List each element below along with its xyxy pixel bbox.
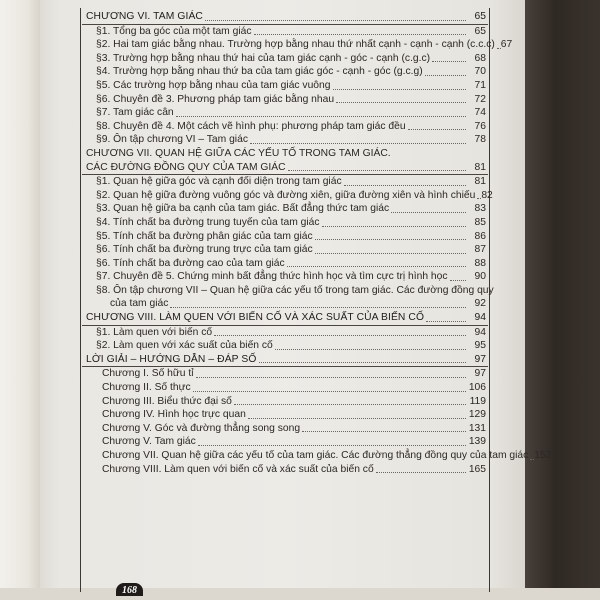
entry-title: CHƯƠNG VI. TAM GIÁC [86, 11, 203, 22]
toc-answer-entry [82, 449, 552, 463]
chapter-title-line2: CÁC ĐƯỜNG ĐỒNG QUY CỦA TAM GIÁC [86, 161, 286, 173]
page-ref: 97 [474, 368, 486, 380]
entry-title: §1. Tổng ba góc của một tam giác [96, 25, 252, 37]
entry-title: §5. Các trường hợp bằng nhau của tam giác vuông [96, 79, 331, 91]
dot-leader [288, 170, 466, 171]
page-ref: 165 [468, 463, 486, 475]
toc-section [82, 106, 488, 120]
page-ref: 65 [474, 25, 486, 37]
entry-title: CHƯƠNG VIII. LÀM QUEN VỚI BIẾN CỐ VÀ XÁC SUẤT CỦA BIẾN CỐ [86, 312, 425, 324]
section-title-line2: của tam giác [110, 298, 169, 310]
dot-leader [234, 404, 466, 405]
toc-answer-entry [82, 408, 488, 422]
entry-title: §4. Trường hợp bằng nhau thứ ba của tam giác góc - cạnh - góc (g.c.g) [96, 66, 423, 78]
toc-section [82, 133, 488, 147]
entry-title: Chương III. Biểu thức đại số [102, 395, 232, 407]
dot-leader [193, 391, 466, 392]
page-ref: 88 [474, 257, 486, 269]
page-edge-shadow [525, 0, 600, 600]
page-ref: 97 [474, 353, 486, 365]
toc-answer-entry [82, 395, 488, 409]
dot-leader [426, 321, 466, 322]
dot-leader [250, 143, 466, 144]
dot-leader [287, 266, 466, 267]
entry-title: §3. Quan hệ giữa ba cạnh của tam giác. Bất đẳng thức tam giác [96, 203, 390, 215]
toc-section [82, 216, 488, 230]
dot-leader [336, 102, 466, 103]
entry-title: §4. Tính chất ba đường trung tuyến của tam giác [96, 216, 320, 228]
toc-answer-entry [82, 463, 488, 477]
dot-leader [254, 34, 467, 35]
page-ref: 81 [474, 161, 486, 173]
dot-leader [376, 472, 466, 473]
page-ref: 92 [474, 298, 486, 310]
dot-leader [196, 377, 466, 378]
toc-section [82, 65, 488, 79]
entry-title: Chương II. Số thực [102, 382, 191, 394]
toc-section [82, 120, 488, 134]
toc-answer-entry [82, 367, 488, 381]
page-ref: 119 [469, 395, 486, 407]
dot-leader [205, 20, 466, 21]
page-ref: 86 [474, 230, 486, 242]
toc-chapter [82, 353, 488, 368]
page-ref: 81 [474, 176, 486, 188]
entry-title: Chương VII. Quan hệ giữa các yếu tố của tam giác. Các đường thẳng đồng quy của tam giác [102, 450, 529, 461]
table-of-contents [82, 10, 552, 476]
dot-leader [259, 362, 466, 363]
dot-leader [214, 335, 466, 336]
entry-title: §7. Chuyên đề 5. Chứng minh bất đẳng thức hình học và tìm cực trị hình học [96, 271, 448, 283]
page-ref: 74 [474, 107, 486, 119]
toc-section [82, 243, 488, 257]
entry-title: §9. Ôn tập chương VI – Tam giác [96, 134, 248, 146]
toc-section [82, 175, 488, 189]
toc-chapter [82, 311, 488, 326]
toc-section [82, 79, 488, 93]
entry-title: Chương VIII. Làm quen với biến cố và xác suất của biến cố [102, 463, 374, 475]
dot-leader [391, 212, 466, 213]
entry-title: §5. Tính chất ba đường phân giác của tam giác [96, 230, 313, 242]
entry-title: §1. Quan hệ giữa góc và cạnh đối diện trong tam giác [96, 176, 342, 188]
page-ref: 82 [481, 189, 493, 201]
dot-leader [170, 307, 466, 308]
page-ref: 139 [468, 436, 486, 448]
page-ref: 83 [474, 203, 486, 215]
entry-title: §6. Tính chất ba đường cao của tam giác [96, 257, 285, 269]
page-ref: 95 [474, 340, 486, 352]
dot-leader [275, 349, 466, 350]
dot-leader [425, 75, 466, 76]
toc-section [82, 189, 493, 203]
dot-leader [322, 226, 466, 227]
toc-section [82, 202, 488, 216]
entry-title: §6. Chuyên đề 3. Phương pháp tam giác bằng nhau [96, 93, 335, 105]
entry-title: §2. Hai tam giác bằng nhau. Trường hợp bằng nhau thứ nhất cạnh - cạnh - cạnh (c.c.c) [96, 39, 495, 51]
page-ref: 67 [500, 39, 513, 51]
page-ref: 87 [474, 244, 486, 256]
dot-leader [450, 280, 466, 281]
page-ref: 90 [474, 271, 486, 283]
toc-section [82, 230, 488, 244]
toc-answer-entry [82, 422, 488, 436]
page-ref: 68 [474, 52, 486, 64]
toc-section [82, 93, 488, 107]
toc-section [82, 284, 494, 311]
page-ref: 85 [474, 216, 486, 228]
page-ref: 72 [474, 93, 486, 105]
toc-section [82, 257, 488, 271]
toc-answer-entry [82, 381, 488, 395]
entry-title: §2. Làm quen với xác suất của biến cố [96, 340, 273, 352]
entry-title: Chương I. Số hữu tỉ [102, 368, 194, 380]
dot-leader [344, 185, 466, 186]
entry-title: §6. Tính chất ba đường trung trực của tam giác [96, 244, 313, 256]
page-ref: 71 [474, 79, 486, 91]
toc-section [82, 52, 488, 66]
page-ref: 65 [474, 11, 486, 22]
dot-leader [198, 445, 466, 446]
toc-chapter [82, 147, 488, 175]
entry-title: §2. Quan hệ giữa đường vuông góc và đường xiên, giữa đường xiên và hình chiếu [96, 189, 476, 201]
entry-title: §7. Tam giác cân [96, 107, 174, 119]
entry-title: LỜI GIẢI – HƯỚNG DẪN – ĐÁP SỐ [86, 353, 257, 365]
dot-leader [302, 431, 466, 432]
chapter-title-line1: CHƯƠNG VII. QUAN HỆ GIỮA CÁC YẾU TỐ TRONG TAM GIÁC. [86, 147, 391, 159]
dot-leader [333, 89, 467, 90]
dot-leader [432, 61, 466, 62]
page-ref: 152 [534, 450, 552, 461]
dot-leader [408, 129, 466, 130]
toc-chapter [82, 10, 488, 25]
dot-leader [176, 116, 466, 117]
section-title-line1: §8. Ôn tập chương VII – Quan hệ giữa các yếu tố trong tam giác. Các đường đồng quy [96, 284, 494, 296]
page-ref: 76 [474, 120, 486, 132]
entry-title: Chương V. Tam giác [102, 436, 196, 448]
toc-section [82, 270, 488, 284]
entry-title: Chương IV. Hình học trực quan [102, 409, 246, 421]
page-ref: 106 [468, 382, 486, 394]
page-ref: 94 [474, 312, 486, 324]
page-ref: 94 [474, 326, 486, 338]
entry-title: §1. Làm quen với biến cố [96, 326, 213, 338]
page-ref: 131 [468, 422, 486, 434]
page-number: 168 [116, 583, 143, 596]
toc-answer-entry [82, 435, 488, 449]
dot-leader [248, 418, 466, 419]
page-ref: 70 [474, 66, 486, 78]
page-ref: 78 [474, 134, 486, 146]
toc-section [82, 25, 488, 39]
entry-title: Chương V. Góc và đường thẳng song song [102, 422, 301, 434]
toc-section [82, 38, 513, 52]
dot-leader [315, 253, 466, 254]
background-left [0, 0, 40, 600]
toc-section [82, 326, 488, 340]
page-ref: 129 [468, 409, 486, 421]
toc-section [82, 339, 488, 353]
dot-leader [315, 239, 466, 240]
entry-title: §3. Trường hợp bằng nhau thứ hai của tam giác cạnh - góc - cạnh (c.g.c) [96, 52, 431, 64]
entry-title: §8. Chuyên đề 4. Một cách vẽ hình phụ: phương pháp tam giác đều [96, 120, 406, 132]
